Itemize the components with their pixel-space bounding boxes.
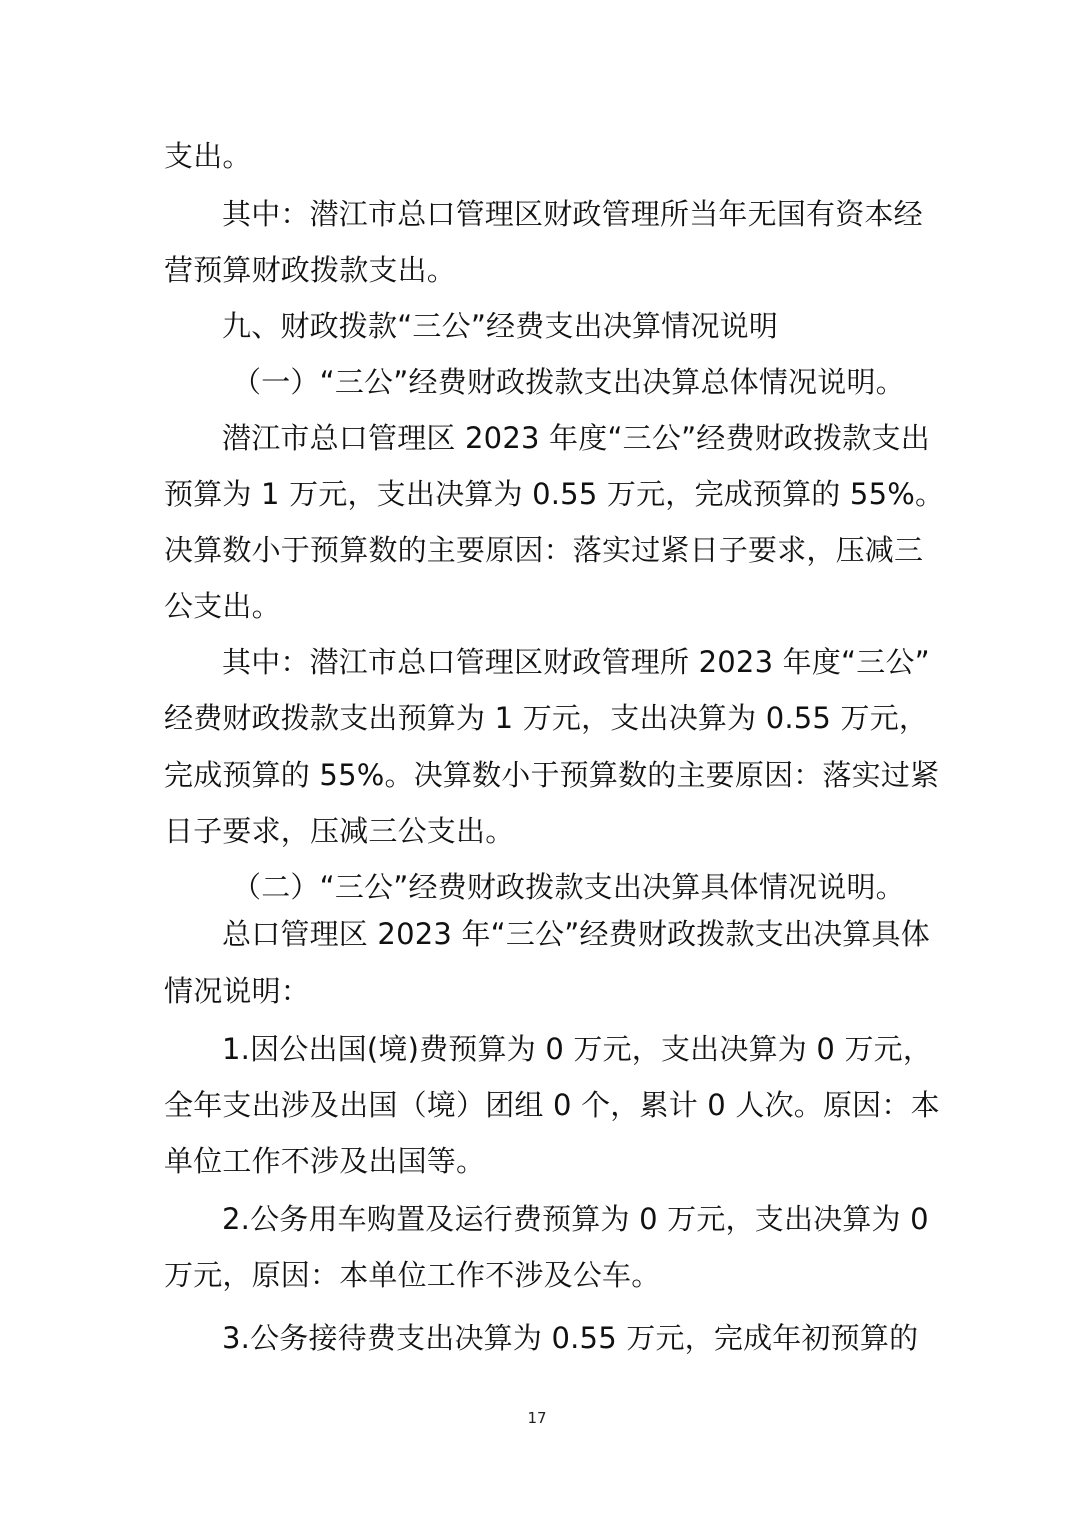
text-line: 单位工作不涉及出国等。 — [164, 1144, 486, 1178]
text-line: 预算为 1 万元，支出决算为 0.55 万元，完成预算的 55%。 — [164, 477, 945, 511]
page-number: 17 — [527, 1409, 547, 1427]
text-line: 万元，原因：本单位工作不涉及公车。 — [164, 1258, 661, 1292]
text-line: 决算数小于预算数的主要原因：落实过紧日子要求，压减三 — [164, 533, 924, 567]
text-line: 营预算财政拨款支出。 — [164, 253, 457, 287]
text-line: 情况说明： — [164, 974, 311, 1008]
text-line: 其中：潜江市总口管理区财政管理所 2023 年度“三公” — [222, 645, 930, 679]
text-line: 支出。 — [164, 139, 252, 173]
subsection-heading: （一）“三公”经费财政拨款支出决算总体情况说明。 — [232, 365, 905, 399]
text-line: 1.因公出国(境)费预算为 0 万元，支出决算为 0 万元， — [222, 1032, 933, 1066]
subsection-heading: （二）“三公”经费财政拨款支出决算具体情况说明。 — [232, 870, 905, 904]
text-line: 2.公务用车购置及运行费预算为 0 万元，支出决算为 0 — [222, 1202, 929, 1236]
text-line: 经费财政拨款支出预算为 1 万元，支出决算为 0.55 万元， — [164, 701, 929, 735]
text-line: 3.公务接待费支出决算为 0.55 万元，完成年初预算的 — [222, 1321, 919, 1355]
text-line: 公支出。 — [164, 589, 281, 623]
text-line: 潜江市总口管理区 2023 年度“三公”经费财政拨款支出 — [222, 421, 930, 455]
text-line: 总口管理区 2023 年“三公”经费财政拨款支出决算具体 — [222, 917, 930, 951]
text-line: 完成预算的 55%。决算数小于预算数的主要原因：落实过紧 — [164, 758, 940, 792]
text-line: 其中：潜江市总口管理区财政管理所当年无国有资本经 — [222, 197, 923, 231]
text-line: 日子要求，压减三公支出。 — [164, 814, 515, 848]
text-line: 全年支出涉及出国（境）团组 0 个，累计 0 人次。原因：本 — [164, 1088, 940, 1122]
section-heading: 九、财政拨款“三公”经费支出决算情况说明 — [222, 309, 779, 343]
